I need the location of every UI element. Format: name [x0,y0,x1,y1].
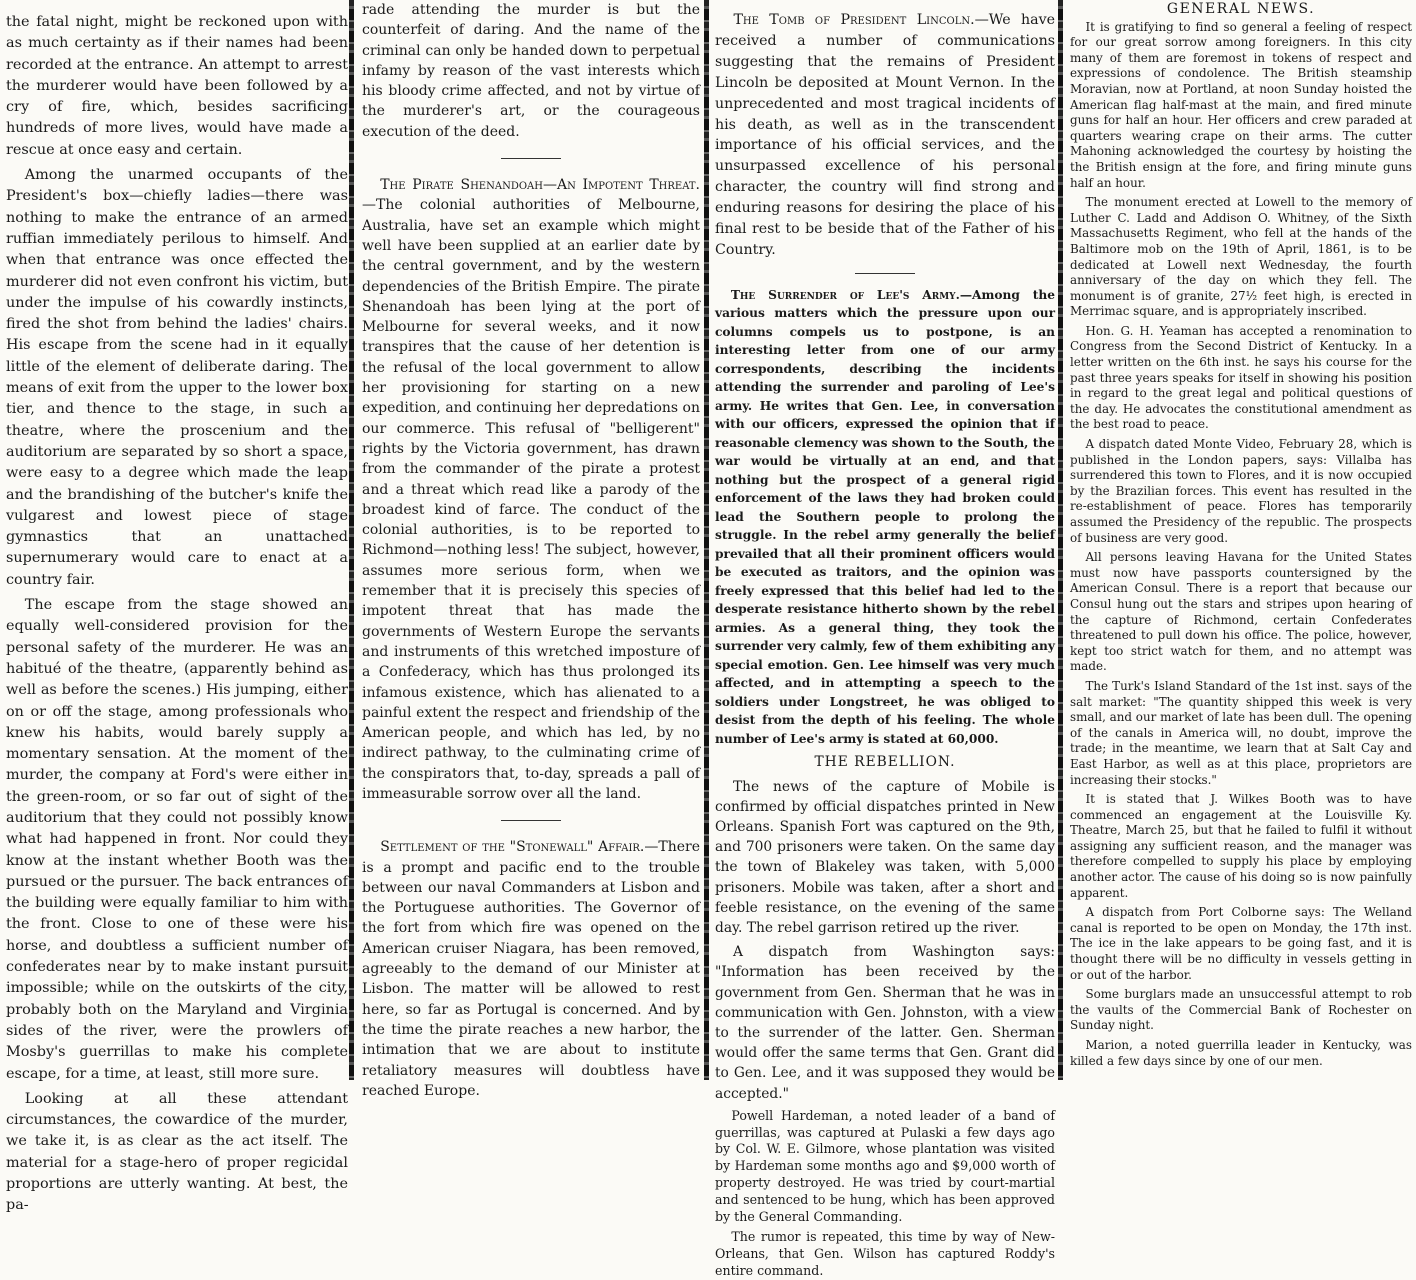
article-headline: Settlement of the "Stonewall" Affair. [380,839,645,856]
news-item: The monument erected at Lowell to the memory of Luther C. Ladd and Addison O. Whitney, of the Sixth Massachusetts Regiment, who fell at the hands of the Baltimore mob on the 19th of April, 1861, is to be dedicated at Lowell next Wednesday, the fourth anniversary of the day on which they fell. The monument is of granite, 27½ feet high, is erected in Merrimac square, and is appropriately inscribed. [1070,195,1412,319]
news-item: It is gratifying to find so general a feeling of respect for our great sorrow among foreigners. In this city many of them are foremost in tokens of respect and expressions of condolence. The British steamship Moravian, now at Portland, at noon Sunday hoisted the American flag half-mast at the main, and fired minute guns for half an hour. Her officers and crew paraded at quarters wearing crape on their arms. The cutter Mahoning acknowledged the courtesy by hoisting the the British ensign at the fore, and firing minute guns half an hour. [1070,19,1412,190]
article-body: —There is a prompt and pacific end to the trouble between our naval Commanders at Lisbon and the Portuguese authorities. The Governor of the fort from which fire was opened on the American cruiser Niagara, has been removed, agreeably to the demand of our Minister at Lisbon. The matter will be allowed to rest here, so far as Portugal is concerned. And by the time the pirate reaches a new harbor, the intimation that we are about to institute retaliatory measures will doubtless have reached Europe. [362,839,700,1099]
news-item: Hon. G. H. Yeaman has accepted a renomination to Congress from the Second District of Kentucky. In a letter written on the 6th inst. he says his course for the past three years speaks for itself in showing his position in regard to the great legal and political questions of the day. He advocates the constitutional amendment as the best road to peace. [1070,323,1412,432]
article-paragraph: A dispatch from Washington says: "Information has been received by the government from Gen. Sherman that he was in communication with Gen. Johnston, with a view to the surrender of the latter. Gen. Sherman would offer the same terms that Gen. Grant did to Gen. Lee, and it was supposed they would be accepted." [715,944,1055,1102]
article-headline: The Tomb of President Lincoln. [733,12,975,28]
news-item: The Turk's Island Standard of the 1st inst. says of the salt market: "The quantity shipped this week is very small, and our market of late has been dull. The opening of the canals in America will, no doubt, improve the trade; in the meantime, we learn that at Salt Cay and East Harbor, as well as at this place, proprietors are increasing their stocks." [1070,678,1412,787]
column-4 [1062,0,1416,1080]
news-item: Some burglars made an unsuccessful attempt to rob the vaults of the Commercial Bank of Rochester on Sunday night. [1070,987,1412,1033]
news-item: All persons leaving Havana for the United States must now have passports countersigned by the American Consul. There is a report that because our Consul hung out the stars and stripes upon hearing of the capture of Richmond, certain Confederates threatened to pull down his office. The police, however, kept too strict watch for them, and no attempt was made. [1070,550,1412,674]
article-paragraph: Among the unarmed occupants of the President's box—chiefly ladies—there was nothing to make the entrance of an armed ruffian immediately perilous to himself. And when that entrance was once effected the murderer did not even confront his victim, but under the impulse of his cowardly instincts, fired the shot from behind the ladies' chairs. His escape from the scene had in it equally little of the element of deliberate daring. The means of exit from the upper to the lower box tier, and thence to the stage, in such a theatre, where the proscenium and the auditorium are separated by so short a space, were easy to a degree which made the leap and the brandishing of the butcher's knife the vulgarest and lowest piece of stage gymnastics that an unattached supernumerary would care to enact at a country fair. [6,167,348,588]
article-body: —The colonial authorities of Melbourne, Australia, have set an example which might well have been supplied at an earlier date by the central government, and by the western dependencies of the British Empire. The pirate Shenandoah has been lying at the port of Melbourne for several weeks, and it now transpires that the cause of her detention is the refusal of the local government to allow her provisioning for starting on a new expedition, and continuing her depredations on our commerce. This refusal of "belligerent" rights by the Victoria government, has drawn from the commander of the pirate a protest and a threat which read like a parody of the broadest kind of farce. The conduct of the colonial authorities, is to be reported to Richmond—nothing less! The subject, however, assumes more serious form, when we remember that it is precisely this species of impotent threat that has made the governments of Western Europe the servants and instruments of this wretched imposture of a Confederacy, which has thus prolonged its infamous existence, which has alienated to a painful extent the respect and friendship of the American people, and which has led, by no indirect pathway, to the culminating crime of the conspirators that, to-day, spreads a pall of immeasurable sorrow over all the land. [362,197,700,802]
article-paragraph: Powell Hardeman, a noted leader of a band of guerrillas, was captured at Pulaski a few days ago by Col. W. E. Gilmore, whose plantation was visited by Hardeman some months ago and $9,000 worth of property destroyed. He was tried by court-martial and sentenced to be hung, which has been approved by the General Commanding. [715,1107,1055,1224]
news-item: A dispatch dated Monte Video, February 28, which is published in the London papers, says: Villalba has surrendered this town to Flores, and it is now occupied by the Brazilian forces. This event has resulted in the re-establishment of peace. Flores has temporarily assumed the Presidency of the republic. The prospects of business are very good. [1070,437,1412,545]
article-paragraph: The news of the capture of Mobile is confirmed by official dispatches printed in New Orleans. Spanish Fort was captured on the 9th, and 700 prisoners were taken. On the same day the town of Blakeley was taken, with 5,000 prisoners. Mobile was taken, after a short and feeble resistance, on the evening of the same day. The rebel garrison retired up the river. [715,778,1055,936]
article-body: —Among the various matters which the pressure upon our columns compels us to postpone, is an interesting letter from one of our army correspondents, describing the incidents attending the surrender and paroling of Lee's army. He writes that Gen. Lee, in conversation with our officers, expressed the opinion that if reasonable clemency was shown to the South, the war would be virtually at an end, and that nothing but the prospect of a general rigid enforcement of the laws they had broken could lead the Southern people to prolong the struggle. In the rebel army generally the belief prevailed that all their prominent officers would be executed as traitors, and the opinion was freely expressed that this belief had led to the desperate resistance hitherto shown by the rebel armies. As a general thing, they took the surrender very calmly, few of them exhibiting any special emotion. Gen. Lee himself was very much affected, and in attempting a speech to the soldiers under Longstreet, he was obliged to desist from the depth of his feeling. The whole number of Lee's army is stated at 60,000. [715,287,1055,746]
article-headline: The Surrender of Lee's Army. [730,287,960,302]
column-2 [354,0,704,1099]
section-title-rebellion: THE REBELLION. [814,754,956,771]
article-paragraph: The escape from the stage showed an equally well-considered provision for the personal safety of the murderer. He was an habitué of the theatre, (apparently behind as well as before the scenes.) His jumping, either on or off the stage, among professionals who knew his habits, would barely supply a momentary sensation. At the moment of the murder, the company at Ford's were either in the green-room, or so far out of sight of the auditorium that they could not possibly know what had happened in front. Nor could they know at the instant whether Booth was the pursued or the pursuer. The back entrances of the building were equally familiar to him with the front. Close to one of these were his horse, and doubtless a sufficient number of confederates near by to make instant pursuit impossible; while on the outskirts of the city, probably both on the Maryland and Virginia sides of the river, were the prowlers of Mosby's guerrillas to make his complete escape, for a time, at least, still more sure. [6,597,348,1082]
news-item: It is stated that J. Wilkes Booth was to have commenced an engagement at the Louisville Ky. Theatre, March 25, but that he failed to fulfil it without assigning any sufficient reason, and the manager was therefore compelled to supply his place by employing another actor. The cause of his doing so is now painfully apparent. [1070,792,1412,900]
article-surrender-of-lees-army [715,286,1055,749]
section-divider [501,820,561,821]
article-stonewall-affair [362,837,700,1101]
news-item: A dispatch from Port Colborne says: The Welland canal is reported to be open on Monday, the 17th inst. The ice in the lake appears to be going fast, and it is thought there will be no difficulty in vessels getting in or out of the harbor. [1070,905,1412,982]
section-divider [501,158,561,159]
article-headline: The Pirate Shenandoah—An Impotent Threat. [380,177,700,194]
news-item: Marion, a noted guerrilla leader in Kentucky, was killed a few days since by one of our men. [1070,1038,1412,1068]
article-tomb-of-lincoln [715,10,1055,261]
article-paragraph: rade attending the murder is but the counterfeit of daring. And the name of the criminal can only be handed down to perpetual infamy by reason of the vast interests which his bloody crime affected, and not by virtue of the murderer's art, or the courageous execution of the deed. [362,2,700,140]
section-divider [855,273,915,274]
section-title-general-news: GENERAL NEWS. [1166,1,1316,17]
article-body: —We have received a number of communications suggesting that the remains of President Lincoln be deposited at Mount Vernon. In the unprecedented and most tragical incidents of his death, as well as in the transcendent importance of his official services, and the unsurpassed excellence of his personal character, the country will find strong and enduring reasons for desiring the place of his final rest to be beside that of the Father of his Country. [715,12,1055,258]
article-paragraph: The rumor is repeated, this time by way of New-Orleans, that Gen. Wilson has captured Roddy's entire command. [715,1229,1055,1278]
article-pirate-shenandoah [362,175,700,804]
article-paragraph: the fatal night, might be reckoned upon with as much certainty as if their names had been recorded at the entrance. An attempt to arrest the murderer would have been followed by a cry of fire, which, besides sacrificing hundreds of more lives, would have made a rescue at once easy and certain. [6,14,348,158]
article-paragraph: Looking at all these attendant circumstances, the cowardice of the murder, we take it, is as clear as the act itself. The material for a stage-hero of proper regicidal proportions are utterly wanting. At best, the pa- [6,1090,348,1214]
column-3 [707,0,1059,1278]
column-1 [0,0,352,1214]
